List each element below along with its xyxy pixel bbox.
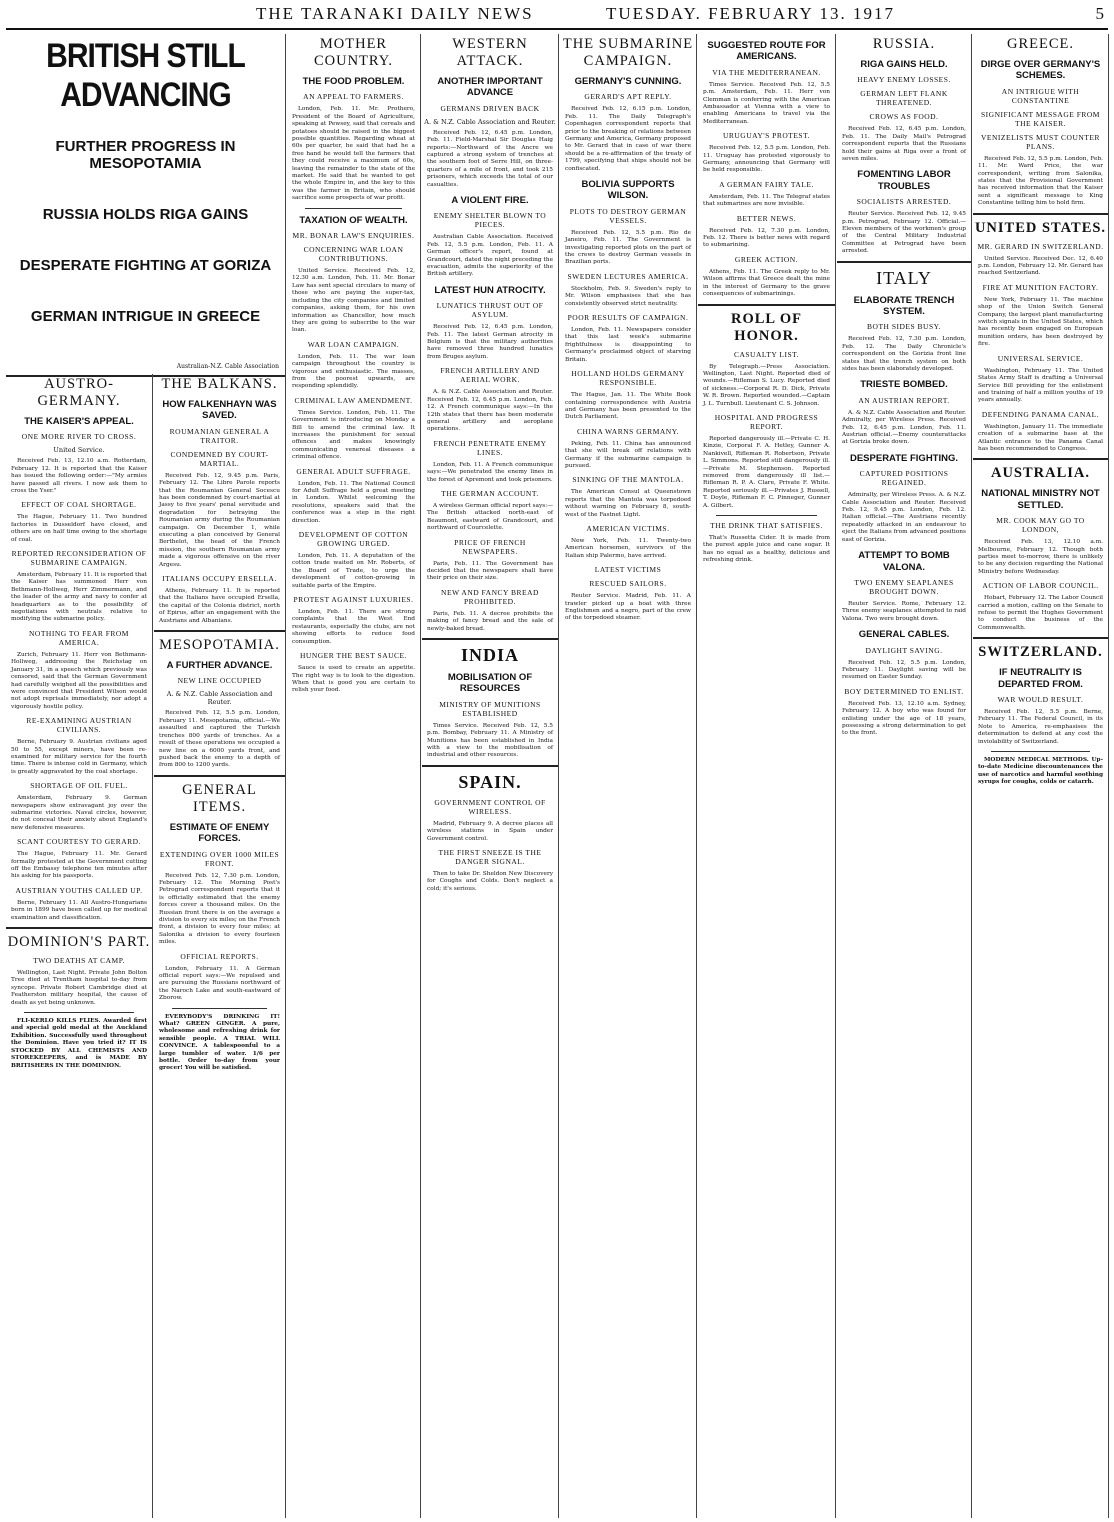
advertisement: FLI-KERLO KILLS FLIES. Awarded first and special gold medal at the Auckland Exhibition. Successfully used throughout the Dominion. Have you tried it? IT IS STOCKED BY ALL CHEMISTS AND STOREKEEPERS, and is MADE BY BRITISHERS IN THE DOMINION. <box>11 1018 147 1069</box>
article-subhead: DAYLIGHT SAVING. <box>865 645 943 655</box>
article-body: Received Feb. 12, 5.5 p.m. Rio de Janeiro, Feb. 11. The Government is investigating reported plots on the part of the crews to destroy German vessels in Brazilian ports. <box>565 229 691 266</box>
article-subhead: DESPERATE FIGHTING. <box>849 452 959 464</box>
article-body: London, Feb. 11. The war loan campaign throughout the country is vigorous and enthusiastic. The masses, from the poorest upwards, are responding splendidly. <box>292 353 415 390</box>
article-subhead: CHINA WARNS GERMANY. <box>576 426 680 436</box>
divider <box>837 261 971 263</box>
article-subhead: THE GERMAN ACCOUNT. <box>441 488 539 498</box>
issue-date: TUESDAY. FEBRUARY 13. 1917 <box>606 4 895 23</box>
article-subhead: LATEST HUN ATROCITY. <box>434 284 546 296</box>
divider <box>24 1012 134 1013</box>
agency-credit: Australian-N.Z. Cable Association <box>176 363 279 370</box>
article-body: A. & N.Z. Cable Association and Reuter. Admiralty, per Wireless Press. Received Feb. 12, 6.45 p.m. London, Feb. 11. Austrian official.—Enemy counterattacks at Gorizia broke down. <box>842 409 966 446</box>
russia-column <box>837 34 972 1518</box>
greece-column <box>973 34 1109 1518</box>
article-body: Peking, Feb. 11. China has announced that she will break off relations with Germany if the submarine campaign is pursued. <box>565 440 691 469</box>
article-subhead: LATEST VICTIMS <box>594 565 662 575</box>
article-subhead: THE FIRST SNEEZE IS THE DANGER SIGNAL. <box>438 848 542 867</box>
article-body: Times Service. London, Feb. 11. The Government is introducing on Monday a Bill to amend the criminal law. It increases the punishment for sexual offences and makes knowingly communicating venereal diseases a criminal offence. <box>292 409 415 461</box>
article-subhead: BOTH SIDES BUSY. <box>867 322 941 332</box>
article-title: INDIA <box>460 645 519 665</box>
article-subhead: THE FOOD PROBLEM. <box>302 76 405 87</box>
article-subhead: SOCIALISTS ARRESTED. <box>856 197 952 207</box>
article-subhead: NEW LINE OCCUPIED <box>177 676 262 686</box>
article-subhead: ATTEMPT TO BOMB VALONA. <box>858 550 950 573</box>
article-title: RUSSIA. <box>872 36 936 52</box>
article-subhead: POOR RESULTS OF CAMPAIGN. <box>567 313 689 323</box>
article-title: GREECE. <box>1006 36 1074 52</box>
article-body: The American Consul at Queenstown reports that the Mantola was torpedoed without warning on February 8, south-west of the Fastnet Light. <box>565 489 691 518</box>
article-subhead: URUGUAY'S PROTEST. <box>722 131 811 141</box>
article-body: New York, February 11. The machine shop of the Union Switch General Company, the largest plant manufacturing switch signals in the United States, which has recently been engaged on European munition orders, has been destroyed by fire. <box>978 296 1103 348</box>
divider <box>154 775 285 777</box>
article-subhead: DEFENDING PANAMA CANAL. <box>981 409 1100 419</box>
article-title: WESTERN ATTACK. <box>452 36 528 69</box>
roll-of-honor-column <box>698 34 836 1518</box>
masthead <box>6 0 1108 30</box>
article-subhead: DIRGE OVER GERMANY'S SCHEMES. <box>980 59 1101 82</box>
article-body: London, Feb. 11. There are strong complaints that the West End restaurants, especially the clubs, are not showing efforts to reduce food consumption. <box>292 609 415 645</box>
article-subhead: A GERMAN FAIRY TALE. <box>719 179 814 189</box>
article-body: By Telegraph.—Press Association. Wellington, Last Night. Reported died of wounds.—Rifleman S. Lucy. Reported died of sickness.—Corporal R. D. Dick, Private W. R. Brown. Reported wounded.—Captain J. L. Turnbull. Lieutenant C. S. Johnson. <box>703 363 830 407</box>
article-body: London, Feb. 11. Newspapers consider that this last week's submarine frightfulness is disappointing to Germany's proclaimed object of starving Britain. <box>565 327 691 363</box>
article-subhead: FRENCH ARTILLERY AND AERIAL WORK. <box>440 366 540 385</box>
article-subhead: FOMENTING LABOR TROUBLES <box>857 169 951 192</box>
article-body: Paris, Feb. 11. A decree prohibits the making of fancy bread and the sale of newly-baked bread. <box>427 610 553 632</box>
article-body: Received Feb. 12, 6.45 p.m. London, Feb. 11. The latest German atrocity in Belgium is that the military authorities have removed three hundred lunatics from Bruges asylum. <box>427 324 553 360</box>
article-body: Sauce is used to create an appetite. The right way is to look to the digestion. When that is good you are certain to relish your food. <box>292 665 415 694</box>
article-subhead: ACTION OF LABOR COUNCIL. <box>982 581 1099 591</box>
article-body: Received Feb. 12, 7.30 p.m. London, Feb. 12. The Daily Chronicle's correspondent on the Gorizia front line states that the trench system on both sides has been elaborately developed. <box>842 336 966 373</box>
submarine-column <box>560 34 697 1518</box>
article-subhead: GERMANS DRIVEN BACK <box>440 103 540 113</box>
divider <box>422 765 558 767</box>
article-subhead: AUSTRIAN YOUTHS CALLED UP. <box>15 885 143 895</box>
article-title: UNITED STATES. <box>974 219 1107 236</box>
article-body: Reported dangerously ill.—Private C. H. Kinzie, Corporal F. A. Hetley, Gunner A. Nankivell, Rifleman R. Robertson, Private L. Simmons. Reported still dangerously ill.—Private M. Stephenson. Reported removed from dangerously ill list.—Rifleman R. P. A. Clare, Private F. White. Reported seriously ill.—Privates J. Russell, T. Doyle, Rifleman F. C. Pinneger, Gunner A. Gilbert. <box>703 435 830 509</box>
article-subhead: VIA THE MEDITERRANEAN. <box>712 67 821 77</box>
article-subhead: FRENCH PENETRATE ENEMY LINES. <box>433 438 547 457</box>
headline-2: RUSSIA HOLDS RIGA GAINS <box>42 206 249 223</box>
article-body: Received Feb. 12, 6.45 p.m. London, Feb. 11. Field-Marshal Sir Douglas Haig reports:—Northward of the Ancre we captured a strong system of trenches at the southern foot of Serre Hill, on three-quarters of a mile of front, and took 215 prisoners, which exceeds the total of our casualties. <box>427 129 553 188</box>
article-body: Received Feb. 12, 7.30 p.m. London, Feb. 12. There is better news with regard to submarining. <box>703 227 830 249</box>
article-subhead: ANOTHER IMPORTANT ADVANCE <box>437 76 543 99</box>
divider <box>991 751 1090 752</box>
dateline: A. & N.Z. Cable Association and Reuter. <box>424 117 556 126</box>
article-body: Received Feb. 12, 6.15 p.m. London, Feb. 11. The Daily Telegraph's Copenhagen correspondent reports that prior to the breaking of relations between Germany and America, Germany proposed to Mr. Gerard that in case of war there should be a re-affirmation of the treaty of 1799, specifying that ships should not be confiscated. <box>565 106 691 172</box>
article-subhead: REPORTED RECONSIDERATION OF SUBMARINE CAMPAIGN. <box>11 549 147 568</box>
article-subhead: ONE MORE RIVER TO CROSS. <box>21 432 137 442</box>
article-body: Athens, Feb. 11. The Greek reply to Mr. Wilson affirms that Greece dealt the mine in the interest of Germany to the grave consequences of submarinings. <box>703 268 830 298</box>
article-subhead: ROUMANIAN GENERAL A TRAITOR. <box>169 426 270 445</box>
article-title: DOMINION'S PART. <box>7 934 151 951</box>
article-subhead: BOY DETERMINED TO ENLIST. <box>844 686 964 696</box>
article-subhead: TWO DEATHS AT CAMP. <box>33 956 125 966</box>
article-body: Times Service. Received Feb. 12, 5.5 p.m. Amsterdam, Feb. 11. Herr von Clemman is conferring with the American Ambassador at Vienna with a view to enabling Americans to travel via the Mediterranean. <box>703 81 830 125</box>
article-subhead: HUNGER THE BEST SAUCE. <box>300 651 407 661</box>
article-subhead: TRIESTE BOMBED. <box>860 379 948 391</box>
article-body: London, Feb. 11. A deputation of the cotton trade waited on Mr. Roberts, of the Board of Trade, to urge the development of cotton-growing in suitable parts of the Empire. <box>292 553 415 589</box>
article-subhead: HOSPITAL AND PROGRESS REPORT. <box>714 412 819 431</box>
article-subhead: OFFICIAL REPORTS. <box>180 951 259 961</box>
article-subhead: CROWS AS FOOD. <box>869 112 939 122</box>
article-subhead: THE KAISER'S APPEAL. <box>24 416 134 427</box>
page-number: 5 <box>1095 4 1104 23</box>
article-subhead: CONDEMNED BY COURT-MARTIAL. <box>170 449 269 468</box>
article-subhead: HOW FALKENHAYN WAS SAVED. <box>162 399 277 422</box>
article-subhead: PRICE OF FRENCH NEWSPAPERS. <box>454 537 526 556</box>
advertisement: EVERYBODY'S DRINKING IT! What? GREEN GINGER. A pure, wholesome and refreshing drink for sensible people. A TRIAL WILL CONVINCE. A tablespoonful to a large tumbler of water. 1/6 per bottle. Order to-day from your grocer! You will be satisfied. <box>159 1013 280 1072</box>
article-subhead: GREEK ACTION. <box>734 254 799 264</box>
article-body: Zurich, February 11. Herr von Bethmann-Hollweg, addressing the Reichstag on January 31, in a speech which previously was censored, said that the German Government had carefully weighed all the possibilities and were convinced that President Wilson would not adopt reprisals immediately, nor adopt a vigorously hostile policy. <box>11 651 147 710</box>
article-title: SWITZERLAND. <box>978 644 1103 661</box>
article-body: Received Feb. 12, 5.5 p.m. London, February 11. Daylight saving will be resumed on Easter Sunday. <box>842 659 966 681</box>
article-subhead: BOLIVIA SUPPORTS WILSON. <box>581 179 675 202</box>
article-subhead: A FURTHER ADVANCE. <box>166 660 273 672</box>
article-body: Stockholm, Feb. 9. Sweden's reply to Mr. Wilson emphasises that she has consistently observed strict neutrality. <box>565 285 691 307</box>
dateline: A. & N.Z. Cable Association and Reuter. <box>166 690 273 707</box>
article-subhead: TWO ENEMY SEAPLANES BROUGHT DOWN. <box>854 577 954 596</box>
article-body: Australian Cable Association. Received Feb. 12, 5.5 p.m. London, Feb. 11. A German officer's report, found at Grandcourt, dated the night preceding the evacuation, admits the superiority of the British artillery. <box>427 234 553 278</box>
article-subhead: EFFECT OF COAL SHORTAGE. <box>21 500 137 510</box>
article-subhead: AN APPEAL TO FARMERS. <box>303 92 404 102</box>
divider <box>422 638 558 640</box>
article-subhead: MR. COOK MAY GO TO LONDON, <box>996 516 1085 535</box>
article-body: London, Feb. 11. A French communique says:—We penetrated the enemy lines in the forest of Apremont and took prisoners. <box>427 461 553 483</box>
article-title: AUSTRALIA. <box>990 465 1091 482</box>
article-subhead: CAPTURED POSITIONS REGAINED. <box>859 469 949 488</box>
article-body: Reuter Service. Received Feb. 12, 9.45 p.m. Petrograd, February 12. Official.—Eleven members of the workmen's group of the Central Military Industrial Committee at Petrograd have been arrested. <box>842 211 966 255</box>
article-subhead: WAR LOAN CAMPAIGN. <box>307 339 400 349</box>
austro-column <box>6 374 153 1518</box>
article-body: Washington, February 11. The United States Army Staff is drafting a Universal Service Bill providing for the enlistment and training of half a million youths of 19 years annually. <box>978 367 1103 404</box>
article-body: The Hague, February 11. Two hundred factories in Dusseldorf have closed, and others are on half time owing to the shortage of coal. <box>11 514 147 543</box>
article-subhead: SIGNIFICANT MESSAGE FROM THE KAISER. <box>981 109 1100 128</box>
article-body: Times Service. Received Feb. 12, 5.5 p.m. Bombay, February 11. A Ministry of Munitions has been established in India with a view to the mobilisation of industrial and other resources. <box>427 722 553 759</box>
article-subhead: AMERICAN VICTIMS. <box>586 523 670 533</box>
advertisement: That's Russetta Cider. It is made from the purest apple juice and cane sugar. It has no equal as a healthy, delicious and refreshing drink. <box>703 535 830 564</box>
article-body: Received Feb. 12, 5.5 p.m. London, Feb. 11. Uruguay has protested vigorously to Germany, announcing that Germany will be held responsible. <box>703 145 830 174</box>
article-body: Received Feb. 12, 5.5 p.m. London, February 11. Mesopotamia, official.—We assaulted and captured the Turkish trenches 800 yards of trenches. As a result of these operations we occupied a new line on a 6000 yards front, and pushed back the enemy to a depth of from 800 to 1200 yards. <box>159 710 280 769</box>
article-subhead: CRIMINAL LAW AMENDMENT. <box>294 395 413 405</box>
article-body: Amsterdam, February 11. It is reported that the Kaiser has summoned Herr von Bethmann-Hollweg, Herr Zimmermann, and the leader of the army and navy to confer at headquarters as to the possibility of negotiations with neutrals relative to modifying the submarine policy. <box>11 572 147 623</box>
article-subhead: THE DRINK THAT SATISFIES. <box>710 521 823 530</box>
article-body: Amsterdam, Feb. 11. The Telegraf states that submarines are now invisible. <box>703 193 830 208</box>
divider <box>154 630 285 632</box>
article-body: Received Feb. 13, 12.10 a.m. Rotterdam, February 12. It is reported that the Kaiser has issued the following order:—"My armies have passed all rivers. I now ask them to cross the Yser." <box>11 458 147 495</box>
dateline: United Service. <box>53 446 105 455</box>
article-subhead: HOLLAND HOLDS GERMANY RESPONSIBLE. <box>571 369 685 388</box>
article-subhead: MR. BONAR LAW'S ENQUIRIES. <box>292 231 415 241</box>
article-subhead: ITALIANS OCCUPY ERSELLA. <box>162 574 277 584</box>
balkans-column <box>154 374 285 1518</box>
article-body: Berne, February 9. Austrian civilians aged 50 to 55, except miners, have been re-examined for military service for the fourth time. There is intense cold in Germany, which is greatly aggravated by the coal shortage. <box>11 739 147 775</box>
article-subhead: ESTIMATE OF ENEMY FORCES. <box>169 821 270 845</box>
article-subhead: RE-EXAMINING AUSTRIAN CIVILIANS. <box>26 716 132 735</box>
article-subhead: NEW AND FANCY BREAD PROHIBITED. <box>441 587 539 606</box>
article-subhead: VENIZELISTS MUST COUNTER PLANS. <box>981 132 1100 151</box>
headline-3: DESPERATE FIGHTING AT GORIZA <box>19 257 272 274</box>
article-body: United Service. Received Feb. 12, 12.30 a.m. London, Feb. 11. Mr. Bonar Law has sent special circulars to many of those who are paying the super-tax, including the city companies and limited companies, asking them, for his own information as Chancellor, how much they are going to subscribe to the war loan. <box>292 268 415 334</box>
article-subhead: IF NEUTRALITY IS DEPARTED FROM. <box>998 667 1083 690</box>
article-title: THE BALKANS. <box>161 376 278 392</box>
article-body: United Service. Received Dec. 12, 6.40 p.m. London, February 12. Mr. Gerard has reached Switzerland. <box>978 255 1103 277</box>
article-subhead: PLOTS TO DESTROY GERMAN VESSELS. <box>569 206 687 225</box>
divider <box>6 927 152 929</box>
article-body: A wireless German official report says:—The British attacked north-east of Beaumont, eastward of Grandcourt, and northward of Courcelette. <box>427 502 553 532</box>
article-subhead: SCANT COURTESY TO GERARD. <box>17 837 141 847</box>
article-title: SPAIN. <box>458 771 522 792</box>
article-subhead: NOTHING TO FEAR FROM AMERICA. <box>29 628 129 647</box>
article-subhead: AN INTRIGUE WITH CONSTANTINE <box>1001 86 1080 105</box>
divider <box>973 458 1108 460</box>
article-body: Athens, February 11. It is reported that the Italians have occupied Ersella, the capital of the Colonia district, north of Epirus, after an engagement with the Austrians and Albanians. <box>159 588 280 624</box>
article-body: Received Feb. 12, 5.5 p.m. London, Feb. 11. Mr. Ward Price, the war correspondent, writing from Salonika, states that the Provisional Government has received information that the Kaiser sent a significant message to King Constantine telling him to hold firm. <box>978 155 1103 207</box>
article-title: ROLL OF HONOR. <box>730 310 803 344</box>
article-subhead: CONCERNING WAR LOAN CONTRIBUTIONS. <box>303 245 404 264</box>
divider <box>305 208 402 209</box>
article-body: Received Feb. 12, 7.30 p.m. London, February 12. The Morning Post's Petrograd correspondent reports that it is officially estimated that the enemy forces cover a thousand miles. On the Russian front there is on the average a division to every six miles; on the French front, a division to every four miles; at Salonika a division to every fourteen miles. <box>159 872 280 946</box>
article-body: Wellington, Last Night. Private John Bolton Tree died at Trentham hospital to-day from syncope. Private Robert Cambridge died at Featherston military hospital, the cause of death as yet being unknown. <box>11 970 147 1006</box>
article-subhead: GOVERNMENT CONTROL OF WIRELESS. <box>434 797 546 816</box>
article-subhead: GENERAL ADULT SUFFRAGE. <box>296 466 411 476</box>
article-subhead: FIRE AT MUNITION FACTORY. <box>982 282 1099 292</box>
article-subhead: GENERAL CABLES. <box>858 629 950 641</box>
article-subhead: UNIVERSAL SERVICE. <box>997 353 1084 363</box>
article-body: Amsterdam, February 9. German newspapers show extravagant joy over the submarine victories. Naval circles, however, do not conceal their anxiety about England's new defensive measures. <box>11 795 147 831</box>
article-title: AUSTRO-GERMANY. <box>37 376 121 409</box>
article-body: London, Feb. 11. Mr. Prothero, President of the Board of Agriculture, speaking at Pewsey, said that cereals and potatoes should be raised in the biggest possible quantities. Regarding wheat at 60s per quarter, he said that had he a free hand he would tell the farmers that they could receive a maximum of 60s, leaving the remainder to the state of the market. He said that he wanted to get the whole Empire in, and the key to this was the farmer in Britain, who should sacrifice some prospects of war profit. <box>292 106 415 202</box>
divider <box>973 213 1108 215</box>
banner-headline: BRITISH STILL ADVANCING <box>46 36 245 114</box>
article-body: London, February 11. A German official report says:—We repulsed and are pursuing the Russians northward of the Naroch Lake and south-eastward of Zborow. <box>159 965 280 1002</box>
article-title: ITALY <box>876 267 932 288</box>
article-body: London, Feb. 11. The National Council for Adult Suffrage held a great meeting in London. Whilst welcoming the resolutions, speakers said that the conference was a step in the right direction. <box>292 480 415 524</box>
article-body: Madrid, February 9. A decree places all wireless stations in Spain under Government control. <box>427 820 553 842</box>
article-title: GENERAL ITEMS. <box>182 781 257 815</box>
divider <box>716 515 817 516</box>
article-body: Received Feb. 13, 12.10 a.m. Sydney, February 12. A boy who was found for enlisting under the age of 18 years, possessing a strong determination to get to the front. <box>842 700 966 737</box>
article-subhead: MR. GERARD IN SWITZERLAND. <box>977 241 1104 251</box>
article-subhead: HEAVY ENEMY LOSSES. <box>857 75 951 85</box>
headline-1: FURTHER PROGRESS IN MESOPOTAMIA <box>55 138 236 172</box>
article-subhead: NATIONAL MINISTRY NOT SETTLED. <box>981 488 1100 511</box>
article-body: A. & N.Z. Cable Association and Reuter. Received Feb. 12, 6.45 p.m. London, Feb. 12. A French communique says:—In the 12th states that there has been moderate general artillery and aeroplane operations. <box>427 389 553 433</box>
article-title: MESOPOTAMIA. <box>159 637 280 654</box>
article-body: Washington, January 11. The immediate creation of a submarine base at the Atlantic entrance to the Panama Canal has been recommended to Congress. <box>978 423 1103 452</box>
article-subhead: CASUALTY LIST. <box>733 349 800 359</box>
advertisement: MODERN MEDICAL METHODS. Up-to-date Medicine discountenances the use of narcotics and harmful soothing syrups for coughs, colds or catarrh. <box>978 757 1103 786</box>
article-subhead: A VIOLENT FIRE. <box>451 195 529 207</box>
divider <box>698 304 835 306</box>
article-body: The Hague, Jan. 11. The White Book containing correspondence with Austria and Germany has been presented to the Dutch Parliament. <box>565 392 691 421</box>
article-subhead: SUGGESTED ROUTE FOR AMERICANS. <box>707 40 826 63</box>
article-subhead: AN AUSTRIAN REPORT. <box>858 395 950 405</box>
article-subhead: RESCUED SAILORS. <box>589 579 667 589</box>
article-subhead: GERMANY'S CUNNING. <box>574 76 682 87</box>
article-subhead: EXTENDING OVER 1000 MILES FRONT. <box>159 849 280 868</box>
divider <box>973 637 1108 639</box>
article-subhead: SWEDEN LECTURES AMERICA. <box>567 271 689 281</box>
article-body: Berne, February 11. All Austro-Hungarians born in 1899 have been called up for medical examination and classification. <box>11 899 147 921</box>
article-body: Received Feb. 12, 6.45 p.m. London, Feb. 11. The Daily Mail's Petrograd correspondent reports that the Russians hold their gains at Riga over a front of seven miles. <box>842 126 966 163</box>
article-subhead: ENEMY SHELTER BLOWN TO PIECES. <box>433 211 547 230</box>
article-subhead: LUNATICS THRUST OUT OF ASYLUM. <box>436 301 544 320</box>
article-body: Admiralty, per Wireless Press. A. & N.Z. Cable Association and Reuter. Received Feb. 12, 9.45 p.m. London, Feb. 12. Italian official.—The Austrians recently repeatedly attacked in an endeavour to eject the Italians from advanced positions east of Gorizia. <box>842 492 966 543</box>
article-title: THE SUBMARINE CAMPAIGN. <box>562 36 694 69</box>
article-body: Hobart, February 12. The Labor Council carried a motion, calling on the Senate to refuse to permit the Hughes Government to conduct the business of the Commonwealth. <box>978 595 1103 631</box>
article-subhead: RIGA GAINS HELD. <box>860 59 948 70</box>
article-subhead: SHORTAGE OF OIL FUEL. <box>30 781 128 791</box>
article-body: The Hague, February 11. Mr. Gerard formally protested at the Government cutting off the Embassy telephone ten minutes after his asking for his passports. <box>11 851 147 880</box>
mother-country-column <box>287 34 421 1518</box>
article-body: Reuter Service. Madrid, Feb. 11. A trawler picked up a boat with three Englishmen and a negro, part of the crew of the torpedoed steamer. <box>565 593 691 622</box>
article-subhead: PROTEST AGAINST LUXURIES. <box>293 595 414 605</box>
article-body: Received Feb. 13, 12.10 a.m. Melbourne, February 12. Though both parties meet to-morrow, there is unlikely to be any decision regarding the National Ministry before Wednesday. <box>978 539 1103 575</box>
divider <box>172 1008 267 1009</box>
article-body: Reuter Service. Rome, February 12. Three enemy seaplanes attempted to raid Valona. Two were brought down. <box>842 600 966 622</box>
advertisement: Then to take Dr. Sheldon New Discovery for Coughs and Colds. Don't neglect a cold; it's serious. <box>427 871 553 892</box>
article-body: Received Feb. 12, 5.5 p.m. Berne, February 11. The Federal Council, in its Note to America, re-emphasises the determination to defend at any cost the inviolability of Switzerland. <box>978 708 1103 745</box>
article-body: Paris, Feb. 11. The Government has decided that the newspapers shall have their price on their size. <box>427 560 553 582</box>
article-title: MOTHER COUNTRY. <box>313 36 394 69</box>
article-subhead: GERMAN LEFT FLANK THREATENED. <box>860 89 948 108</box>
article-subhead: MOBILISATION OF RESOURCES <box>447 672 533 695</box>
article-subhead: BETTER NEWS. <box>736 213 797 223</box>
article-subhead: DEVELOPMENT OF COTTON GROWING URGED. <box>298 530 409 549</box>
article-subhead: ELABORATE TRENCH SYSTEM. <box>853 294 955 318</box>
article-subhead: SINKING OF THE MANTOLA. <box>572 475 684 485</box>
article-subhead: TAXATION OF WEALTH. <box>299 214 408 226</box>
article-subhead: MINISTRY OF MUNITIONS ESTABLISHED <box>439 699 541 718</box>
lead-column <box>6 34 286 1518</box>
article-subhead: WAR WOULD RESULT. <box>997 694 1084 704</box>
article-subhead: GERARD'S APT REPLY. <box>584 92 672 102</box>
article-body: New York, Feb. 11. Twenty-two American horsemen, survivors of the Italian ship Palermo, have arrived. <box>565 537 691 559</box>
newspaper-title: THE TARANAKI DAILY NEWS <box>256 4 534 23</box>
headline-4: GERMAN INTRIGUE IN GREECE <box>30 308 261 325</box>
western-attack-column <box>422 34 559 1518</box>
article-body: Received Feb. 12, 9.45 p.m. Paris, February 12. The Libre Parole reports that the Roumanian General Socescu has been condemned by court-martial at Jassy to five years' penal servitude and degradation for betraying the Roumanian army during the Roumanian campaign. On December 1, while executing a plan conceived by General Berthelot, the head of the French mission, the southern Roumanian army made a vigorous offensive on the river Argesu. <box>159 472 280 568</box>
